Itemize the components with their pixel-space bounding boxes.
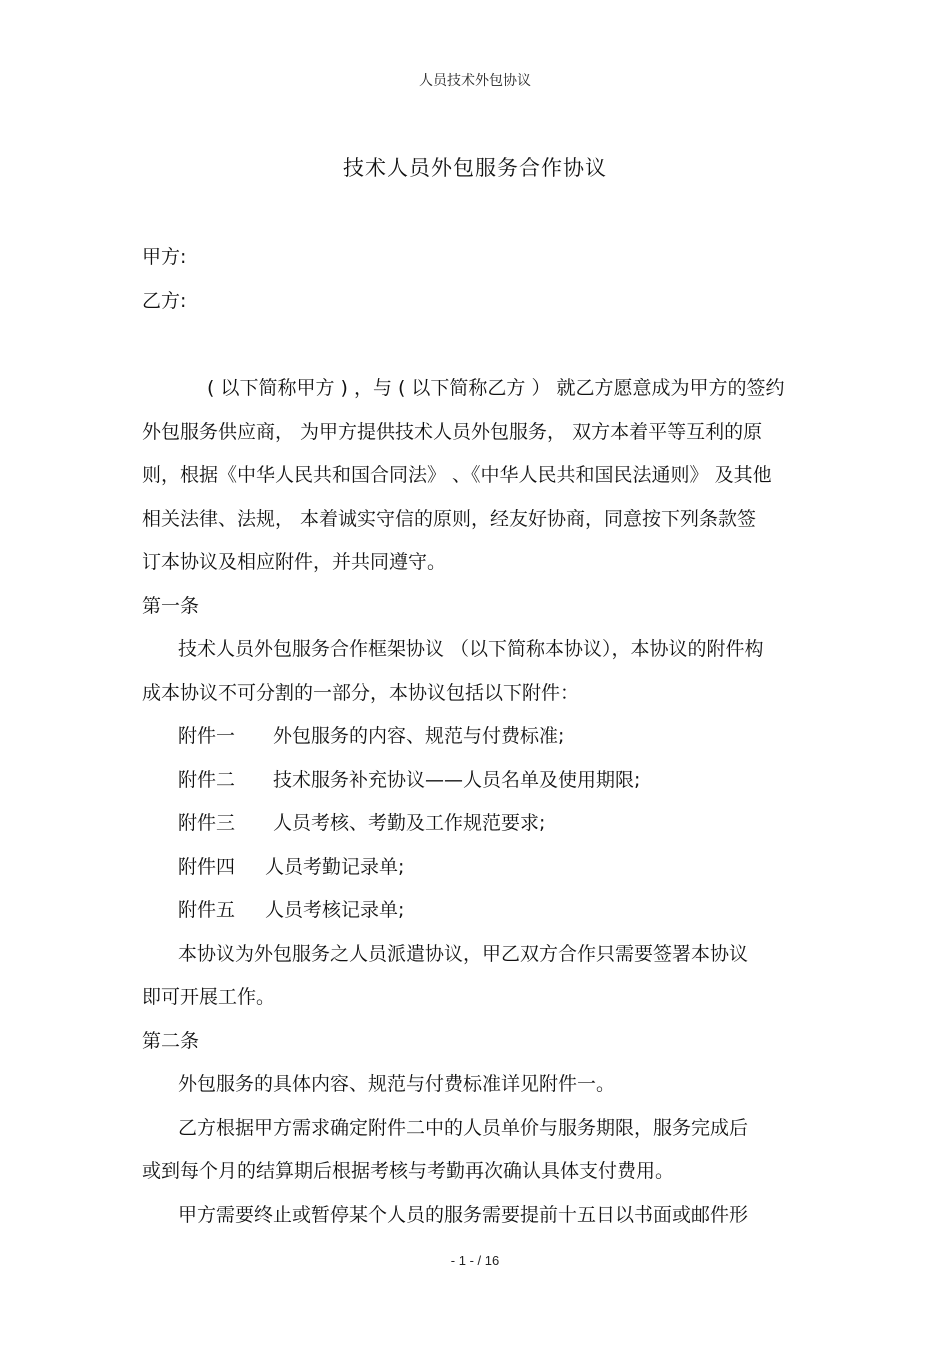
running-header: 人员技术外包协议 xyxy=(419,73,531,89)
attachment-item xyxy=(178,810,545,836)
article-2-paragraph: 或到每个月的结算期后根据考核与考勤再次确认具体支付费用。 xyxy=(142,1160,675,1182)
article-2-paragraph: 乙方根据甲方需求确定附件二中的人员单价与服务期限，服务完成后 xyxy=(178,1117,749,1139)
attachment-label: 附件一 xyxy=(178,725,236,747)
article-2-paragraph: 甲方需要终止或暂停某个人员的服务需要提前十五日以书面或邮件形 xyxy=(178,1204,749,1226)
article-2-heading: 第二条 xyxy=(142,1030,200,1052)
attachment-label: 附件二 xyxy=(178,769,236,791)
attachment-item xyxy=(178,723,564,749)
article-1-paragraph: 技术人员外包服务合作框架协议 （以下简称本协议），本协议的附件构 xyxy=(178,638,764,660)
article-2-paragraph: 外包服务的具体内容、规范与付费标准详见附件一。 xyxy=(178,1073,616,1095)
attachment-text: 技术服务补充协议——人员名单及使用期限; xyxy=(273,769,641,791)
intro-line: 相关法律、法规， 本着诚实守信的原则，经友好协商，同意按下列条款签 xyxy=(142,508,757,530)
article-1-paragraph: 即可开展工作。 xyxy=(142,986,276,1008)
attachment-item xyxy=(178,767,640,793)
attachment-label: 附件五 xyxy=(178,899,236,921)
intro-line: ( 以下简称甲方 ) ，与 ( 以下简称乙方 ） 就乙方愿意成为甲方的签约 xyxy=(207,377,785,399)
party-b-label: 乙方: xyxy=(142,290,187,312)
page-number: - 1 - / 16 xyxy=(450,1253,500,1268)
attachment-text: 人员考核记录单; xyxy=(265,899,405,921)
article-1-paragraph: 本协议为外包服务之人员派遣协议，甲乙双方合作只需要签署本协议 xyxy=(178,943,749,965)
attachment-item xyxy=(178,854,404,880)
article-1-paragraph: 成本协议不可分割的一部分，本协议包括以下附件： xyxy=(142,682,580,704)
attachment-item xyxy=(178,897,404,923)
attachment-label: 附件四 xyxy=(178,856,236,878)
article-1-heading: 第一条 xyxy=(142,595,200,617)
attachment-text: 人员考勤记录单; xyxy=(265,856,405,878)
document-title: 技术人员外包服务合作协议 xyxy=(343,156,607,180)
attachment-text: 外包服务的内容、规范与付费标准; xyxy=(273,725,565,747)
intro-line: 则，根据《中华人民共和国合同法》 、《中华人民共和国民法通则》 及其他 xyxy=(142,464,772,486)
intro-line: 外包服务供应商， 为甲方提供技术人员外包服务， 双方本着平等互利的原 xyxy=(142,421,763,443)
attachment-label: 附件三 xyxy=(178,812,236,834)
attachment-text: 人员考核、考勤及工作规范要求; xyxy=(273,812,546,834)
party-a-label: 甲方: xyxy=(142,246,187,268)
intro-line: 订本协议及相应附件，并共同遵守。 xyxy=(142,551,447,573)
